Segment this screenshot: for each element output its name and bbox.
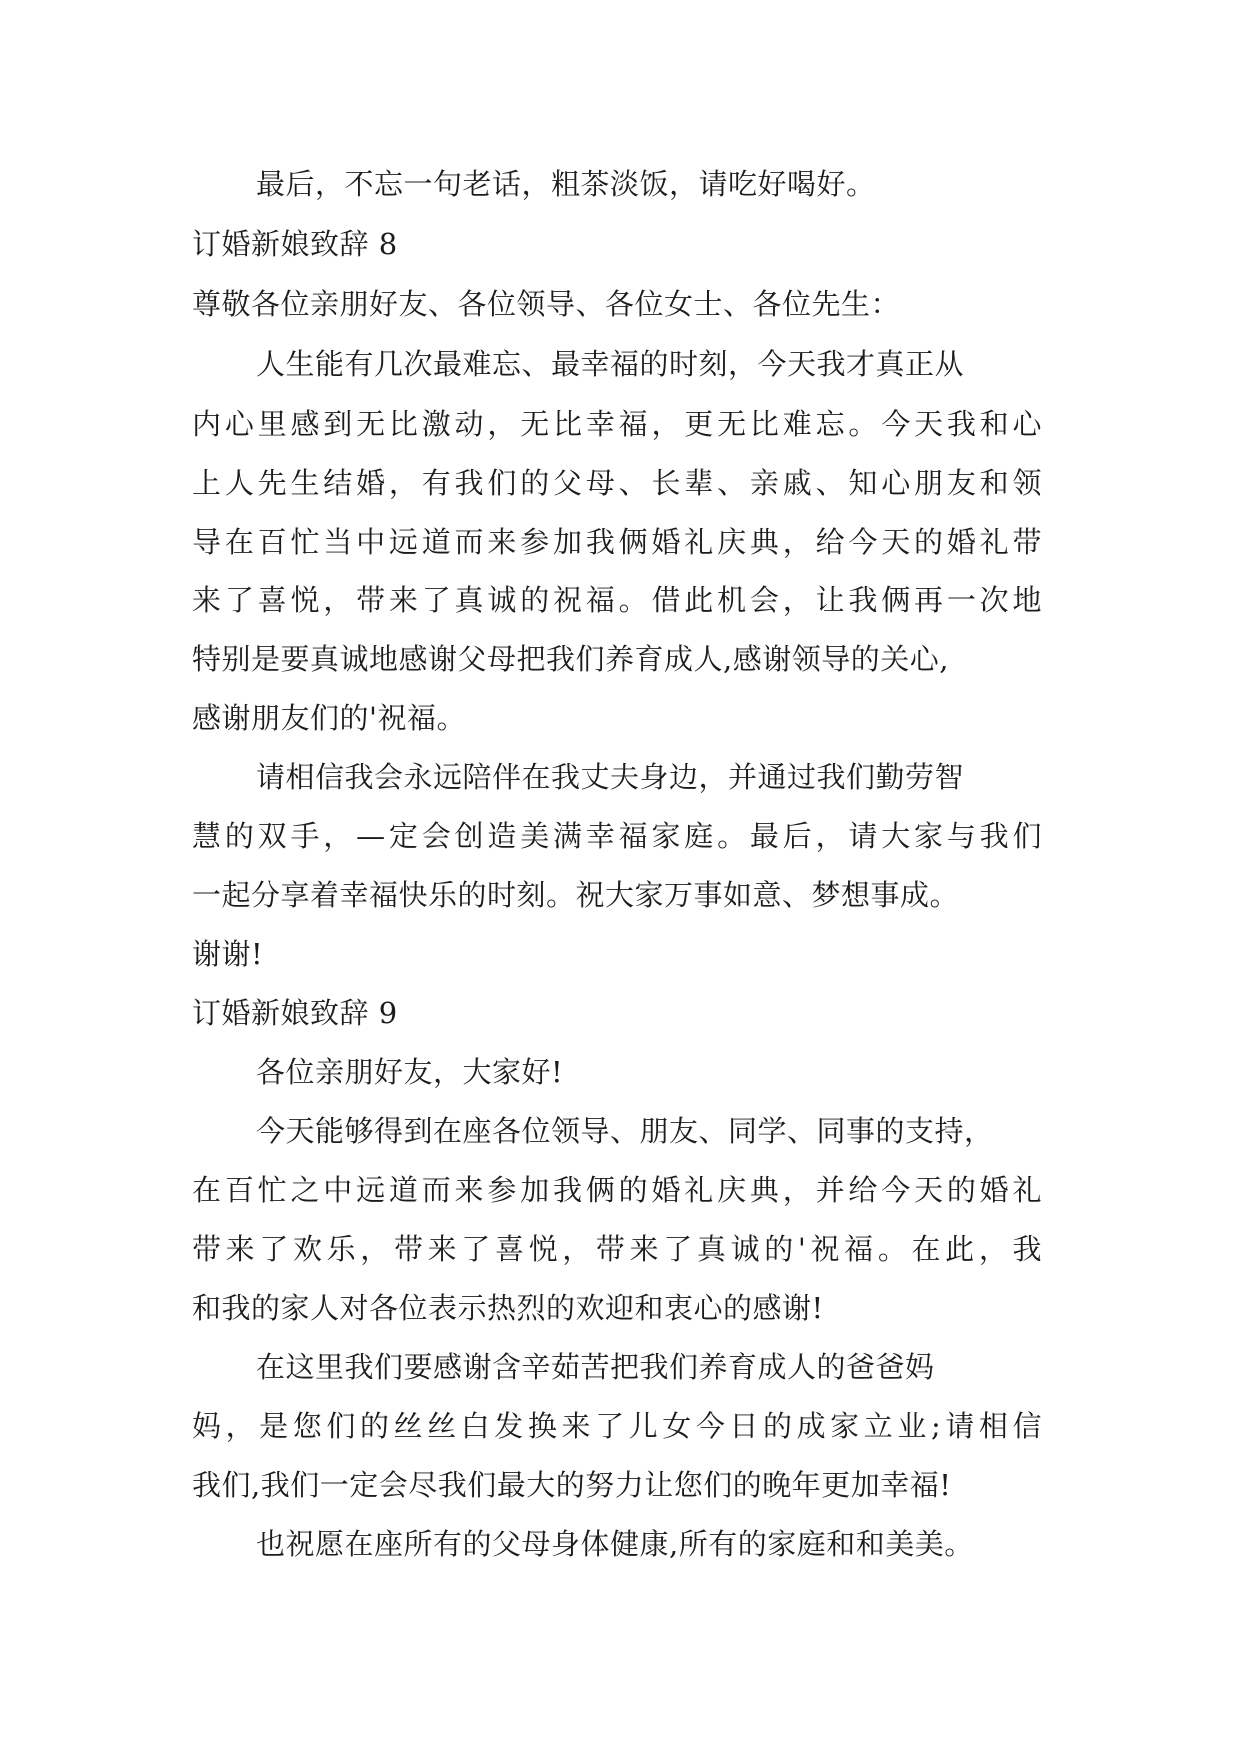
paragraph-line: 上人先生结婚，有我们的父母、长辈、亲戚、知心朋友和领 (192, 466, 1042, 500)
paragraph-line: 带来了欢乐，带来了喜悦，带来了真诚的'祝福。在此，我 (192, 1232, 1042, 1266)
paragraph-line: 也祝愿在座所有的父母身体健康,所有的家庭和和美美。 (256, 1527, 974, 1561)
greeting-line: 各位亲朋好友，大家好! (256, 1055, 564, 1089)
paragraph-line: 谢谢! (192, 937, 264, 971)
paragraph-line: 妈，是您们的丝丝白发换来了儿女今日的成家立业;请相信 (192, 1409, 1042, 1443)
paragraph-line: 来了喜悦，带来了真诚的祝福。借此机会，让我俩再一次地 (192, 583, 1042, 617)
paragraph-line: 人生能有几次最难忘、最幸福的时刻，今天我才真正从 (256, 347, 965, 381)
section-heading-9: 订婚新娘致辞 9 (192, 996, 398, 1030)
paragraph-line: 导在百忙当中远道而来参加我俩婚礼庆典，给今天的婚礼带 (192, 525, 1042, 559)
paragraph-line: 感谢朋友们的'祝福。 (192, 701, 466, 735)
paragraph-line: 请相信我会永远陪伴在我丈夫身边，并通过我们勤劳智 (256, 760, 965, 794)
paragraph-line: 一起分享着幸福快乐的时刻。祝大家万事如意、梦想事成。 (192, 878, 960, 912)
paragraph-line: 内心里感到无比激动，无比幸福，更无比难忘。今天我和心 (192, 407, 1042, 441)
paragraph-line: 在这里我们要感谢含辛茹苦把我们养育成人的爸爸妈 (256, 1350, 935, 1384)
paragraph-line: 我们,我们一定会尽我们最大的努力让您们的晚年更加幸福! (192, 1468, 952, 1502)
paragraph-line: 慧的双手，—定会创造美满幸福家庭。最后，请大家与我们 (192, 819, 1042, 853)
paragraph-line: 今天能够得到在座各位领导、朋友、同学、同事的支持， (256, 1114, 994, 1148)
salutation-line: 尊敬各位亲朋好友、各位领导、各位女士、各位先生： (192, 287, 901, 321)
paragraph-line: 特别是要真诚地感谢父母把我们养育成人,感谢领导的关心, (192, 642, 949, 676)
paragraph-line: 最后，不忘一句老话，粗茶淡饭，请吃好喝好。 (256, 167, 876, 201)
section-heading-8: 订婚新娘致辞 8 (192, 227, 398, 261)
paragraph-line: 和我的家人对各位表示热烈的欢迎和衷心的感谢! (192, 1291, 824, 1325)
paragraph-line: 在百忙之中远道而来参加我俩的婚礼庆典，并给今天的婚礼 (192, 1173, 1042, 1207)
